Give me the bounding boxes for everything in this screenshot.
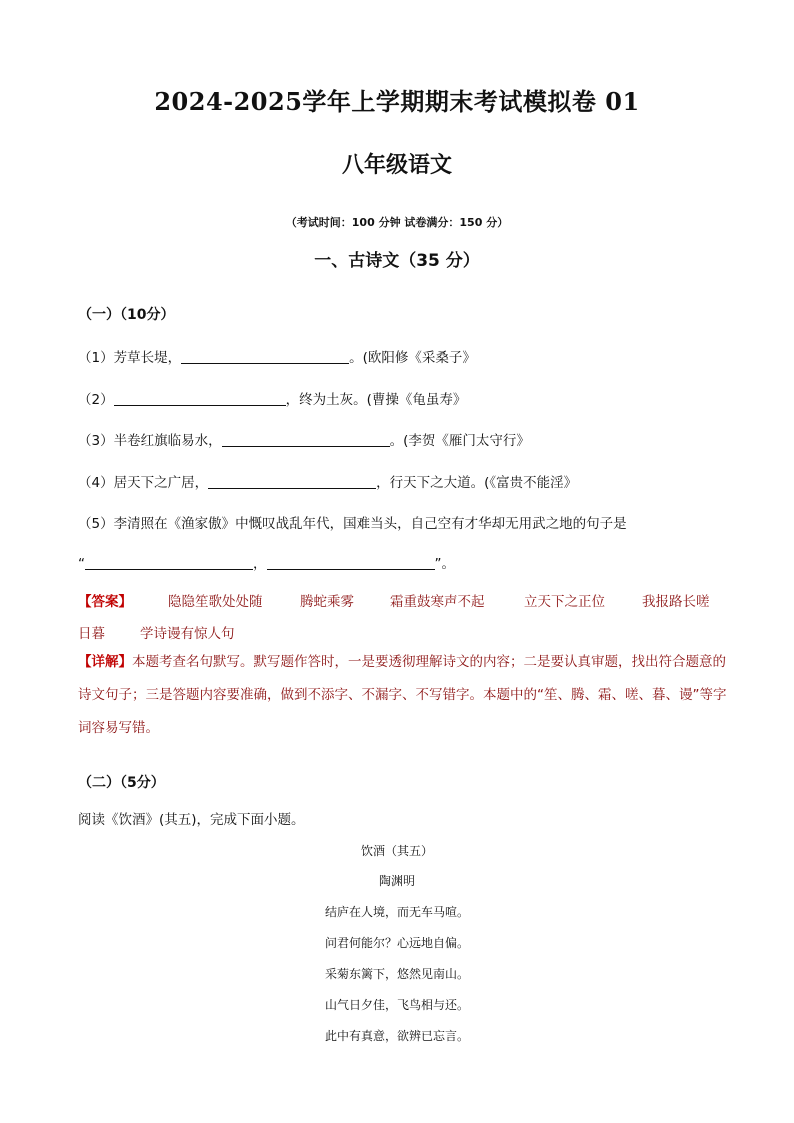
answer-blank[interactable] [208, 474, 376, 489]
question-5 [78, 512, 627, 532]
answer-blank[interactable] [181, 349, 349, 364]
poem-line: 结庐在人境，而无车马喧。 [324, 905, 469, 919]
question-number: （4） [78, 475, 114, 491]
poem-line: 问君何能尔？心远地自偏。 [324, 936, 469, 950]
poem-title: 饮酒（其五） [360, 844, 433, 858]
open-quote: “ [78, 556, 85, 572]
question-text: 半卷红旗临易水， [113, 433, 222, 449]
detail-text: 本题考查名句默写。默写题作答时，一是要透彻理解诗文的内容；二是要认真审题，找出符合题意的诗文句子；三是答题内容要准确，做到不添字、不漏字、不写错字。本题中的“笙、腾、霜、嗟、暮、谩”等字词容易写错。 [78, 654, 727, 736]
answer-item: 霜重鼓寒声不起 [390, 594, 485, 610]
answer-item: 立天下之正位 [524, 594, 605, 610]
question-number: （2） [78, 392, 114, 408]
question-4 [78, 471, 577, 491]
comma: ， [253, 556, 267, 572]
question-2 [78, 388, 466, 408]
question-1 [78, 346, 476, 366]
answer-tag: 【答案】 [78, 594, 132, 610]
question-5-blanks [78, 552, 455, 572]
question-text: 李清照在《渔家傲》中慨叹战乱年代，国难当头，自己空有才华却无用武之地的句子是 [113, 516, 627, 532]
question-source: ，终为土灰。(曹操《龟虽寿》 [285, 392, 467, 408]
question-3 [78, 429, 530, 449]
answer-blank[interactable] [114, 391, 286, 406]
part-two-intro: 阅读《饮酒》(其五)，完成下面小题。 [78, 812, 305, 828]
question-number: （3） [78, 433, 114, 449]
answer-blank[interactable] [222, 432, 390, 447]
answer-row [78, 590, 738, 610]
question-source: ，行天下之大道。(《富贵不能淫》 [376, 475, 578, 491]
answer-item: 日暮 [78, 626, 105, 642]
question-number: （5） [78, 516, 114, 532]
answer-blank[interactable] [267, 555, 435, 570]
poem-line: 采菊东篱下，悠然见南山。 [324, 967, 469, 981]
page-title: 2024-2025学年上学期期末考试模拟卷 01 [154, 87, 640, 116]
page-subtitle: 八年级语文 [341, 152, 452, 178]
detail-explanation [78, 646, 728, 745]
answer-item: 腾蛇乘雾 [300, 594, 354, 610]
close-quote: ”。 [434, 556, 455, 572]
part-two-heading: （二）（5分） [78, 775, 165, 791]
question-text: 芳草长堤， [113, 350, 182, 366]
poem-author: 陶渊明 [378, 874, 415, 888]
question-source: 。(欧阳修《采桑子》 [349, 350, 476, 366]
answer-row-2 [78, 622, 738, 642]
exam-info: （考试时间：100 分钟 试卷满分：150 分） [285, 216, 509, 229]
poem-line: 此中有真意，欲辨已忘言。 [324, 1029, 469, 1043]
question-source: 。(李贺《雁门太守行》 [389, 433, 530, 449]
section-title: 一、古诗文（35 分） [314, 251, 480, 271]
answer-item: 隐隐笙歌处处随 [168, 594, 263, 610]
answer-item: 我报路长嗟 [642, 594, 710, 610]
question-number: （1） [78, 350, 114, 366]
poem-line: 山气日夕佳，飞鸟相与还。 [324, 998, 469, 1012]
detail-tag: 【详解】 [78, 654, 132, 670]
answer-item: 学诗谩有惊人句 [140, 626, 235, 642]
answer-blank[interactable] [85, 555, 253, 570]
question-text: 居天下之广居， [113, 475, 209, 491]
part-one-heading: （一）（10分） [78, 307, 175, 323]
